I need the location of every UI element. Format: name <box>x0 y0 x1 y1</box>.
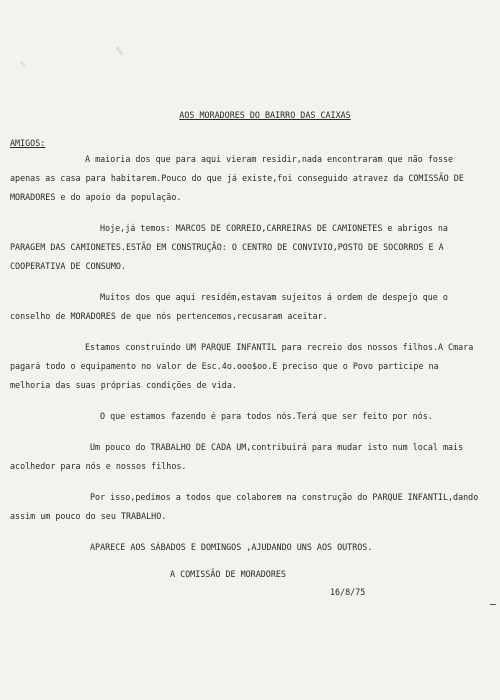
paragraph: A maioria dos que para aqui vieram residir,nada encontraram que não fosse apenas as casa para habitarem.Pouco do que já existe,foi conseguido atravez da COMISSÃO DE MORADORES e do apoio da população. <box>10 154 464 202</box>
paragraph: Por isso,pedimos a todos que colaborem na construção do PARQUE INFANTIL,dando assim um pouco do seu TRABALHO. <box>10 492 479 521</box>
paragraph: Um pouco do TRABALHO DE CADA UM,contribuirá para mudar isto num local mais acolhedor para nós e nossos filhos. <box>10 442 464 471</box>
paragraph: Muitos dos que aqui residém,estavam sujeitos á ordem de despejo que o conselho de MORADORES de que nós pertencemos,recusaram aceitar. <box>10 292 448 321</box>
paper-scratch-mark <box>115 46 123 56</box>
signature: A COMISSÃO DE MORADORES <box>170 569 286 579</box>
margin-mark <box>490 604 496 605</box>
paragraph: O que estamos fazendo é para todos nós.Terá que ser feito por nós. <box>100 411 433 421</box>
document-body <box>10 110 480 597</box>
paragraph: APARECE AOS SÁBADOS E DOMINGOS ,AJUDANDO UNS AOS OUTROS. <box>90 542 373 552</box>
paragraph: Hoje,já temos: MARCOS DE CORREIO,CARREIRAS DE CAMIONETES e abrigos na PARAGEM DAS CAMIONETES.ESTÃO EM CONSTRUÇÃO: O CENTRO DE CONVIVIO,POSTO DE SOCORROS E A COOPERATIVA DE CONSUMO. <box>10 223 448 271</box>
document-date: 16/8/75 <box>330 587 366 597</box>
paragraph: Estamos construindo UM PARQUE INFANTIL para recreio dos nossos filhos.A Cmara pagará todo o equipamento no valor de Esc.4o.ooo$oo.E preciso que o Povo participe na melhoria das suas próprias condições de vida. <box>10 342 474 390</box>
document-title: AOS MORADORES DO BAIRRO DAS CAIXAS <box>179 110 351 120</box>
paper-scratch-mark <box>20 60 27 67</box>
greeting: AMIGOS: <box>10 138 46 148</box>
